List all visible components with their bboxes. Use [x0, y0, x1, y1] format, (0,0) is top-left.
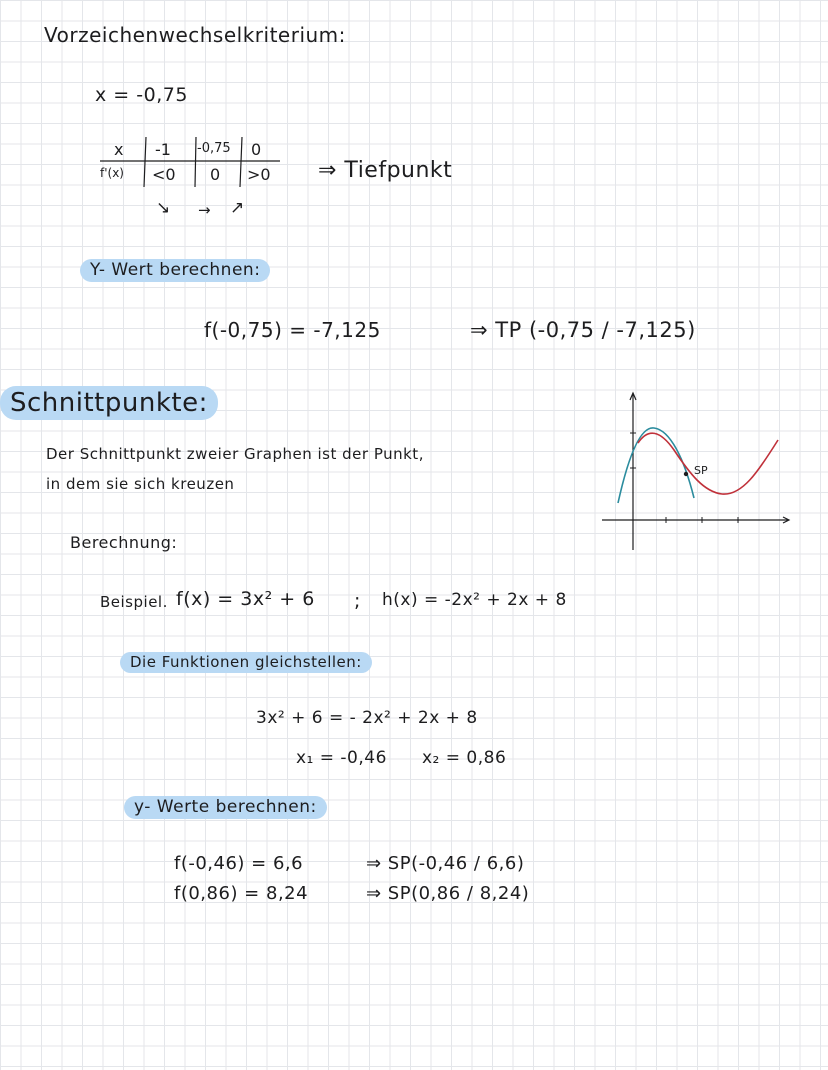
equation: 3x² + 6 = - 2x² + 2x + 8	[256, 708, 478, 728]
graph-intersection-dot	[684, 472, 688, 476]
intersection-point-1: ⇒ SP(-0,46 / 6,6)	[366, 853, 525, 874]
intersection-point-2: ⇒ SP(0,86 / 8,24)	[366, 883, 530, 904]
solution-x1: x₁ = -0,46	[296, 748, 387, 768]
definition-line-1: Der Schnittpunkt zweier Graphen ist der Punkt,	[46, 445, 424, 463]
intersection-sketch-graph	[598, 388, 798, 556]
function-value-2: f(0,86) = 8,24	[174, 883, 309, 904]
beispiel-label: Beispiel.	[100, 593, 168, 611]
solution-x2: x₂ = 0,86	[422, 748, 507, 768]
table-cell: <0	[152, 165, 176, 184]
table-cell: -0,75	[197, 141, 231, 156]
table-cell: 0	[210, 165, 221, 184]
function-value-1: f(-0,46) = 6,6	[174, 853, 304, 874]
y-wert-heading: Y- Wert berechnen:	[80, 259, 270, 282]
heading-schnittpunkte: Schnittpunkte:	[0, 386, 218, 420]
example-separator: ;	[354, 590, 361, 612]
table-header-fprime: f'(x)	[100, 166, 124, 180]
sign-table	[100, 137, 282, 187]
arrow-right-icon: →	[198, 201, 211, 219]
conclusion-tiefpunkt: ⇒ Tiefpunkt	[318, 158, 453, 183]
definition-line-2: in dem sie sich kreuzen	[46, 475, 235, 493]
y-calculation: f(-0,75) = -7,125	[204, 318, 381, 342]
table-header-x: x	[114, 140, 124, 159]
graph-sp-label: SP	[694, 464, 708, 477]
x-value: x = -0,75	[95, 84, 188, 106]
tp-result: ⇒ TP (-0,75 / -7,125)	[470, 318, 696, 342]
arrow-down-icon: ↘	[156, 198, 171, 218]
y-values-heading: y- Werte berechnen:	[124, 796, 327, 819]
table-cell: -1	[155, 140, 171, 159]
graph-curve-teal	[618, 428, 694, 503]
berechnung-label: Berechnung:	[70, 533, 178, 552]
table-cell: >0	[247, 165, 271, 184]
example-function-f: f(x) = 3x² + 6	[176, 588, 315, 610]
table-cell: 0	[251, 140, 262, 159]
arrow-up-icon: ↗	[230, 198, 245, 218]
heading-vorzeichenwechsel: Vorzeichenwechselkriterium:	[44, 23, 346, 47]
equate-heading: Die Funktionen gleichstellen:	[120, 652, 372, 673]
graph-curve-red	[638, 433, 778, 494]
example-function-h: h(x) = -2x² + 2x + 8	[382, 590, 567, 610]
